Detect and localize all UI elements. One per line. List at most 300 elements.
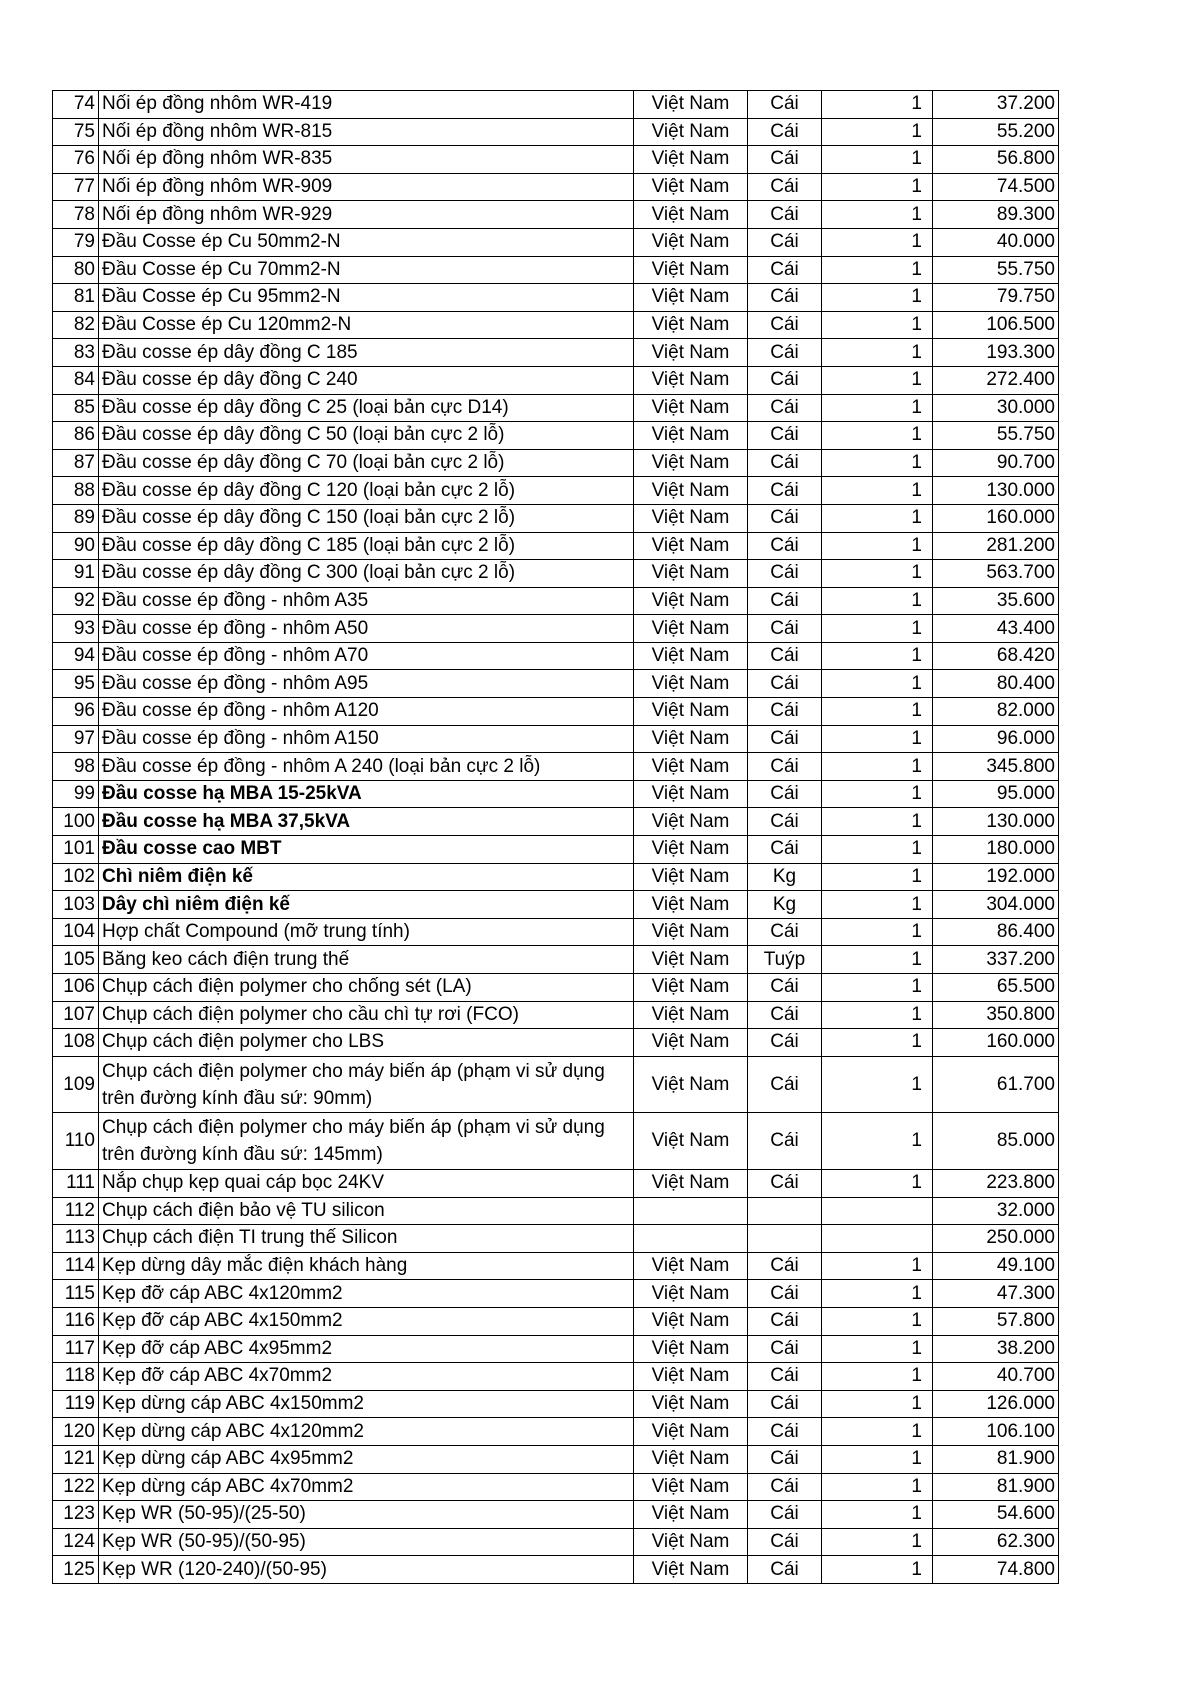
item-name-cell: Chụp cách điện polymer cho máy biến áp (phạm vi sử dụng trên đường kính đầu sứ: 90mm) <box>99 1056 634 1113</box>
item-price-cell: 32.000 <box>933 1197 1059 1225</box>
item-unit-cell: Cái <box>748 1252 822 1280</box>
item-name-cell: Nối ép đồng nhôm WR-835 <box>99 146 634 174</box>
item-quantity-cell: 1 <box>822 449 933 477</box>
item-origin-cell: Việt Nam <box>634 146 748 174</box>
item-name-cell: Kẹp WR (120-240)/(50-95) <box>99 1556 634 1584</box>
item-unit-cell: Cái <box>748 1029 822 1057</box>
item-quantity-cell: 1 <box>822 1556 933 1584</box>
item-quantity-cell: 1 <box>822 1363 933 1391</box>
table-row <box>53 1418 1059 1446</box>
item-number-cell: 103 <box>53 891 99 919</box>
item-unit-cell: Cái <box>748 284 822 312</box>
item-origin-cell: Việt Nam <box>634 1029 748 1057</box>
table-row <box>53 891 1059 919</box>
item-number-cell: 121 <box>53 1445 99 1473</box>
item-unit-cell: Cái <box>748 1418 822 1446</box>
item-number-cell: 122 <box>53 1473 99 1501</box>
item-price-cell: 82.000 <box>933 698 1059 726</box>
item-quantity-cell: 1 <box>822 560 933 588</box>
item-number-cell: 89 <box>53 504 99 532</box>
item-number-cell: 113 <box>53 1225 99 1253</box>
table-row <box>53 1363 1059 1391</box>
item-name-cell: Đầu cosse hạ MBA 37,5kVA <box>99 808 634 836</box>
item-number-cell: 123 <box>53 1501 99 1529</box>
item-price-cell: 57.800 <box>933 1307 1059 1335</box>
item-number-cell: 93 <box>53 615 99 643</box>
item-number-cell: 101 <box>53 836 99 864</box>
table-row <box>53 339 1059 367</box>
item-number-cell: 82 <box>53 311 99 339</box>
item-number-cell: 115 <box>53 1280 99 1308</box>
item-name-cell: Kẹp dừng cáp ABC 4x150mm2 <box>99 1390 634 1418</box>
item-quantity-cell: 1 <box>822 753 933 781</box>
table-row <box>53 698 1059 726</box>
table-row <box>53 228 1059 256</box>
item-price-cell: 86.400 <box>933 918 1059 946</box>
item-name-cell: Đầu cosse ép dây đồng C 185 <box>99 339 634 367</box>
item-origin-cell: Việt Nam <box>634 587 748 615</box>
item-name-cell: Chụp cách điện polymer cho LBS <box>99 1029 634 1057</box>
item-price-cell: 96.000 <box>933 725 1059 753</box>
item-unit-cell: Cái <box>748 1363 822 1391</box>
item-origin-cell: Việt Nam <box>634 1556 748 1584</box>
table-row <box>53 1390 1059 1418</box>
item-origin-cell: Việt Nam <box>634 725 748 753</box>
item-origin-cell: Việt Nam <box>634 91 748 119</box>
item-price-cell: 272.400 <box>933 366 1059 394</box>
item-unit-cell: Cái <box>748 1473 822 1501</box>
item-name-cell: Đầu cosse ép đồng - nhôm A120 <box>99 698 634 726</box>
table-row <box>53 1445 1059 1473</box>
item-unit-cell: Cái <box>748 449 822 477</box>
item-name-cell: Đầu Cosse ép Cu 120mm2-N <box>99 311 634 339</box>
item-name-cell: Dây chì niêm điện kế <box>99 891 634 919</box>
item-price-cell: 54.600 <box>933 1501 1059 1529</box>
table-row <box>53 1473 1059 1501</box>
item-name-cell: Đầu cosse ép dây đồng C 50 (loại bản cực 2 lỗ) <box>99 422 634 450</box>
item-price-cell: 49.100 <box>933 1252 1059 1280</box>
item-unit-cell: Cái <box>748 1001 822 1029</box>
item-name-cell: Kẹp đỡ cáp ABC 4x150mm2 <box>99 1307 634 1335</box>
item-origin-cell: Việt Nam <box>634 1169 748 1197</box>
item-unit-cell: Cái <box>748 780 822 808</box>
item-origin-cell: Việt Nam <box>634 974 748 1002</box>
item-number-cell: 111 <box>53 1169 99 1197</box>
item-name-cell: Chụp cách điện polymer cho chống sét (LA) <box>99 974 634 1002</box>
table-row <box>53 201 1059 229</box>
item-number-cell: 74 <box>53 91 99 119</box>
item-quantity-cell: 1 <box>822 532 933 560</box>
item-unit-cell: Cái <box>748 1390 822 1418</box>
item-price-cell: 37.200 <box>933 91 1059 119</box>
item-quantity-cell: 1 <box>822 670 933 698</box>
item-quantity-cell: 1 <box>822 1335 933 1363</box>
item-name-cell: Chụp cách điện bảo vệ TU silicon <box>99 1197 634 1225</box>
item-name-cell: Đầu cosse ép đồng - nhôm A50 <box>99 615 634 643</box>
item-name-cell: Đầu cosse cao MBT <box>99 836 634 864</box>
item-name-cell: Kẹp dừng cáp ABC 4x120mm2 <box>99 1418 634 1446</box>
item-origin-cell: Việt Nam <box>634 698 748 726</box>
item-price-cell: 126.000 <box>933 1390 1059 1418</box>
item-price-cell: 180.000 <box>933 836 1059 864</box>
item-price-cell: 62.300 <box>933 1528 1059 1556</box>
item-unit-cell: Cái <box>748 1528 822 1556</box>
item-number-cell: 84 <box>53 366 99 394</box>
item-origin-cell <box>634 1197 748 1225</box>
item-number-cell: 78 <box>53 201 99 229</box>
item-number-cell: 119 <box>53 1390 99 1418</box>
item-unit-cell: Cái <box>748 118 822 146</box>
table-row <box>53 532 1059 560</box>
item-price-cell: 304.000 <box>933 891 1059 919</box>
item-unit-cell: Cái <box>748 311 822 339</box>
item-quantity-cell: 1 <box>822 1445 933 1473</box>
item-price-cell: 74.500 <box>933 173 1059 201</box>
table-row <box>53 256 1059 284</box>
item-origin-cell: Việt Nam <box>634 1445 748 1473</box>
item-unit-cell: Cái <box>748 670 822 698</box>
item-unit-cell: Cái <box>748 366 822 394</box>
item-price-cell: 106.100 <box>933 1418 1059 1446</box>
item-price-cell: 160.000 <box>933 504 1059 532</box>
item-quantity-cell: 1 <box>822 918 933 946</box>
item-number-cell: 97 <box>53 725 99 753</box>
table-row <box>53 974 1059 1002</box>
item-price-cell: 563.700 <box>933 560 1059 588</box>
item-unit-cell: Cái <box>748 173 822 201</box>
item-number-cell: 105 <box>53 946 99 974</box>
item-name-cell: Chì niêm điện kế <box>99 863 634 891</box>
item-quantity-cell <box>822 1225 933 1253</box>
table-row <box>53 1252 1059 1280</box>
item-unit-cell: Cái <box>748 918 822 946</box>
table-row <box>53 1001 1059 1029</box>
item-quantity-cell: 1 <box>822 1528 933 1556</box>
item-origin-cell: Việt Nam <box>634 946 748 974</box>
table-row <box>53 1197 1059 1225</box>
item-number-cell: 114 <box>53 1252 99 1280</box>
item-number-cell: 104 <box>53 918 99 946</box>
item-quantity-cell <box>822 1197 933 1225</box>
item-price-cell: 81.900 <box>933 1473 1059 1501</box>
item-number-cell: 98 <box>53 753 99 781</box>
item-number-cell: 94 <box>53 642 99 670</box>
item-price-cell: 89.300 <box>933 201 1059 229</box>
item-number-cell: 77 <box>53 173 99 201</box>
item-quantity-cell: 1 <box>822 836 933 864</box>
item-price-cell: 250.000 <box>933 1225 1059 1253</box>
item-quantity-cell: 1 <box>822 366 933 394</box>
table-row <box>53 1056 1059 1113</box>
item-quantity-cell: 1 <box>822 891 933 919</box>
item-number-cell: 109 <box>53 1056 99 1113</box>
item-unit-cell: Cái <box>748 587 822 615</box>
table-row <box>53 449 1059 477</box>
table-row <box>53 918 1059 946</box>
item-unit-cell: Cái <box>748 1113 822 1170</box>
item-unit-cell: Cái <box>748 836 822 864</box>
item-quantity-cell: 1 <box>822 284 933 312</box>
item-price-cell: 61.700 <box>933 1056 1059 1113</box>
item-price-cell: 193.300 <box>933 339 1059 367</box>
item-origin-cell: Việt Nam <box>634 891 748 919</box>
item-origin-cell: Việt Nam <box>634 422 748 450</box>
item-origin-cell: Việt Nam <box>634 339 748 367</box>
item-name-cell: Đầu cosse ép dây đồng C 240 <box>99 366 634 394</box>
item-price-cell: 55.750 <box>933 422 1059 450</box>
item-price-cell: 79.750 <box>933 284 1059 312</box>
item-unit-cell: Cái <box>748 808 822 836</box>
item-number-cell: 87 <box>53 449 99 477</box>
item-quantity-cell: 1 <box>822 1056 933 1113</box>
item-origin-cell: Việt Nam <box>634 753 748 781</box>
item-name-cell: Kẹp dừng cáp ABC 4x95mm2 <box>99 1445 634 1473</box>
item-number-cell: 116 <box>53 1307 99 1335</box>
item-number-cell: 95 <box>53 670 99 698</box>
item-price-cell: 85.000 <box>933 1113 1059 1170</box>
item-number-cell: 99 <box>53 780 99 808</box>
item-name-cell: Kẹp WR (50-95)/(25-50) <box>99 1501 634 1529</box>
item-origin-cell: Việt Nam <box>634 808 748 836</box>
table-row <box>53 1280 1059 1308</box>
item-name-cell: Đầu cosse ép dây đồng C 25 (loại bản cực D14) <box>99 394 634 422</box>
item-number-cell: 100 <box>53 808 99 836</box>
item-price-cell: 65.500 <box>933 974 1059 1002</box>
item-quantity-cell: 1 <box>822 863 933 891</box>
item-unit-cell: Cái <box>748 642 822 670</box>
item-quantity-cell: 1 <box>822 615 933 643</box>
item-quantity-cell: 1 <box>822 256 933 284</box>
item-price-cell: 47.300 <box>933 1280 1059 1308</box>
table-row <box>53 808 1059 836</box>
item-unit-cell: Cái <box>748 256 822 284</box>
item-quantity-cell: 1 <box>822 477 933 505</box>
item-number-cell: 92 <box>53 587 99 615</box>
item-name-cell: Nối ép đồng nhôm WR-929 <box>99 201 634 229</box>
table-row <box>53 725 1059 753</box>
item-quantity-cell: 1 <box>822 808 933 836</box>
item-origin-cell: Việt Nam <box>634 118 748 146</box>
item-name-cell: Đầu cosse ép đồng - nhôm A35 <box>99 587 634 615</box>
item-price-cell: 106.500 <box>933 311 1059 339</box>
item-origin-cell: Việt Nam <box>634 1528 748 1556</box>
item-number-cell: 125 <box>53 1556 99 1584</box>
item-origin-cell: Việt Nam <box>634 1335 748 1363</box>
item-quantity-cell: 1 <box>822 394 933 422</box>
item-origin-cell: Việt Nam <box>634 642 748 670</box>
item-unit-cell: Cái <box>748 1556 822 1584</box>
item-unit-cell: Cái <box>748 1169 822 1197</box>
table-row <box>53 863 1059 891</box>
table-row <box>53 422 1059 450</box>
item-name-cell: Đầu cosse ép dây đồng C 150 (loại bản cực 2 lỗ) <box>99 504 634 532</box>
item-origin-cell: Việt Nam <box>634 394 748 422</box>
item-unit-cell: Cái <box>748 1445 822 1473</box>
item-unit-cell: Cái <box>748 532 822 560</box>
item-name-cell: Đầu cosse ép dây đồng C 70 (loại bản cực 2 lỗ) <box>99 449 634 477</box>
item-origin-cell <box>634 1225 748 1253</box>
item-price-cell: 281.200 <box>933 532 1059 560</box>
item-number-cell: 124 <box>53 1528 99 1556</box>
item-quantity-cell: 1 <box>822 974 933 1002</box>
item-quantity-cell: 1 <box>822 1280 933 1308</box>
table-row <box>53 1556 1059 1584</box>
item-quantity-cell: 1 <box>822 1501 933 1529</box>
item-origin-cell: Việt Nam <box>634 918 748 946</box>
table-row <box>53 118 1059 146</box>
item-quantity-cell: 1 <box>822 587 933 615</box>
item-quantity-cell: 1 <box>822 1001 933 1029</box>
item-number-cell: 96 <box>53 698 99 726</box>
item-number-cell: 118 <box>53 1363 99 1391</box>
table-row <box>53 1335 1059 1363</box>
item-name-cell: Băng keo cách điện trung thế <box>99 946 634 974</box>
item-number-cell: 110 <box>53 1113 99 1170</box>
item-unit-cell: Cái <box>748 1501 822 1529</box>
item-quantity-cell: 1 <box>822 118 933 146</box>
item-price-cell: 80.400 <box>933 670 1059 698</box>
item-price-cell: 55.750 <box>933 256 1059 284</box>
item-name-cell: Kẹp đỡ cáp ABC 4x120mm2 <box>99 1280 634 1308</box>
item-unit-cell: Cái <box>748 1307 822 1335</box>
item-origin-cell: Việt Nam <box>634 477 748 505</box>
item-name-cell: Nắp chụp kẹp quai cáp bọc 24KV <box>99 1169 634 1197</box>
item-number-cell: 80 <box>53 256 99 284</box>
item-origin-cell: Việt Nam <box>634 780 748 808</box>
item-quantity-cell: 1 <box>822 339 933 367</box>
item-quantity-cell: 1 <box>822 1029 933 1057</box>
item-price-cell: 35.600 <box>933 587 1059 615</box>
item-number-cell: 90 <box>53 532 99 560</box>
item-price-cell: 130.000 <box>933 477 1059 505</box>
item-price-cell: 337.200 <box>933 946 1059 974</box>
item-origin-cell: Việt Nam <box>634 532 748 560</box>
item-name-cell: Kẹp đỡ cáp ABC 4x95mm2 <box>99 1335 634 1363</box>
item-origin-cell: Việt Nam <box>634 504 748 532</box>
table-row <box>53 1501 1059 1529</box>
item-quantity-cell: 1 <box>822 1307 933 1335</box>
item-unit-cell <box>748 1197 822 1225</box>
item-price-cell: 345.800 <box>933 753 1059 781</box>
item-unit-cell: Cái <box>748 1056 822 1113</box>
item-name-cell: Đầu cosse ép dây đồng C 120 (loại bản cực 2 lỗ) <box>99 477 634 505</box>
item-quantity-cell: 1 <box>822 1473 933 1501</box>
item-origin-cell: Việt Nam <box>634 1113 748 1170</box>
item-unit-cell: Cái <box>748 974 822 1002</box>
item-quantity-cell: 1 <box>822 201 933 229</box>
table-row <box>53 394 1059 422</box>
item-number-cell: 83 <box>53 339 99 367</box>
item-number-cell: 81 <box>53 284 99 312</box>
item-number-cell: 75 <box>53 118 99 146</box>
table-row <box>53 1029 1059 1057</box>
item-origin-cell: Việt Nam <box>634 1501 748 1529</box>
item-number-cell: 120 <box>53 1418 99 1446</box>
item-number-cell: 88 <box>53 477 99 505</box>
item-number-cell: 107 <box>53 1001 99 1029</box>
item-origin-cell: Việt Nam <box>634 1363 748 1391</box>
item-unit-cell: Cái <box>748 698 822 726</box>
item-name-cell: Nối ép đồng nhôm WR-909 <box>99 173 634 201</box>
item-number-cell: 86 <box>53 422 99 450</box>
item-origin-cell: Việt Nam <box>634 449 748 477</box>
item-number-cell: 91 <box>53 560 99 588</box>
item-origin-cell: Việt Nam <box>634 201 748 229</box>
item-name-cell: Kẹp dừng dây mắc điện khách hàng <box>99 1252 634 1280</box>
table-row <box>53 670 1059 698</box>
item-unit-cell: Cái <box>748 91 822 119</box>
item-origin-cell: Việt Nam <box>634 256 748 284</box>
item-unit-cell: Cái <box>748 477 822 505</box>
item-origin-cell: Việt Nam <box>634 311 748 339</box>
table-row <box>53 146 1059 174</box>
item-name-cell: Nối ép đồng nhôm WR-815 <box>99 118 634 146</box>
table-body <box>53 91 1059 1584</box>
item-price-cell: 30.000 <box>933 394 1059 422</box>
item-origin-cell: Việt Nam <box>634 228 748 256</box>
item-price-cell: 160.000 <box>933 1029 1059 1057</box>
table-row <box>53 173 1059 201</box>
item-unit-cell: Cái <box>748 1335 822 1363</box>
item-unit-cell: Cái <box>748 1280 822 1308</box>
item-name-cell: Đầu Cosse ép Cu 50mm2-N <box>99 228 634 256</box>
item-unit-cell: Kg <box>748 891 822 919</box>
item-name-cell: Đầu cosse ép dây đồng C 185 (loại bản cực 2 lỗ) <box>99 532 634 560</box>
item-origin-cell: Việt Nam <box>634 670 748 698</box>
item-number-cell: 106 <box>53 974 99 1002</box>
item-price-cell: 81.900 <box>933 1445 1059 1473</box>
item-unit-cell: Cái <box>748 339 822 367</box>
item-quantity-cell: 1 <box>822 780 933 808</box>
item-quantity-cell: 1 <box>822 173 933 201</box>
item-unit-cell: Cái <box>748 394 822 422</box>
item-number-cell: 76 <box>53 146 99 174</box>
item-unit-cell: Cái <box>748 615 822 643</box>
item-quantity-cell: 1 <box>822 946 933 974</box>
item-origin-cell: Việt Nam <box>634 615 748 643</box>
item-name-cell: Đầu cosse ép đồng - nhôm A150 <box>99 725 634 753</box>
item-origin-cell: Việt Nam <box>634 284 748 312</box>
table-row <box>53 560 1059 588</box>
item-unit-cell: Cái <box>748 504 822 532</box>
item-price-cell: 90.700 <box>933 449 1059 477</box>
item-name-cell: Kẹp dừng cáp ABC 4x70mm2 <box>99 1473 634 1501</box>
item-name-cell: Đầu cosse ép đồng - nhôm A95 <box>99 670 634 698</box>
table-row <box>53 1307 1059 1335</box>
item-origin-cell: Việt Nam <box>634 1252 748 1280</box>
item-unit-cell: Cái <box>748 560 822 588</box>
item-price-cell: 40.700 <box>933 1363 1059 1391</box>
item-name-cell: Hợp chất Compound (mỡ trung tính) <box>99 918 634 946</box>
item-price-cell: 74.800 <box>933 1556 1059 1584</box>
item-unit-cell: Cái <box>748 422 822 450</box>
item-unit-cell: Cái <box>748 228 822 256</box>
item-name-cell: Đầu Cosse ép Cu 70mm2-N <box>99 256 634 284</box>
item-price-cell: 56.800 <box>933 146 1059 174</box>
item-number-cell: 85 <box>53 394 99 422</box>
item-name-cell: Đầu cosse ép đồng - nhôm A 240 (loại bản cực 2 lỗ) <box>99 753 634 781</box>
item-quantity-cell: 1 <box>822 1113 933 1170</box>
item-price-cell: 192.000 <box>933 863 1059 891</box>
item-price-cell: 223.800 <box>933 1169 1059 1197</box>
item-origin-cell: Việt Nam <box>634 836 748 864</box>
table-row <box>53 836 1059 864</box>
table-row <box>53 587 1059 615</box>
item-price-cell: 38.200 <box>933 1335 1059 1363</box>
table-row <box>53 780 1059 808</box>
item-name-cell: Chụp cách điện polymer cho máy biến áp (phạm vi sử dụng trên đường kính đầu sứ: 145mm) <box>99 1113 634 1170</box>
item-name-cell: Kẹp WR (50-95)/(50-95) <box>99 1528 634 1556</box>
